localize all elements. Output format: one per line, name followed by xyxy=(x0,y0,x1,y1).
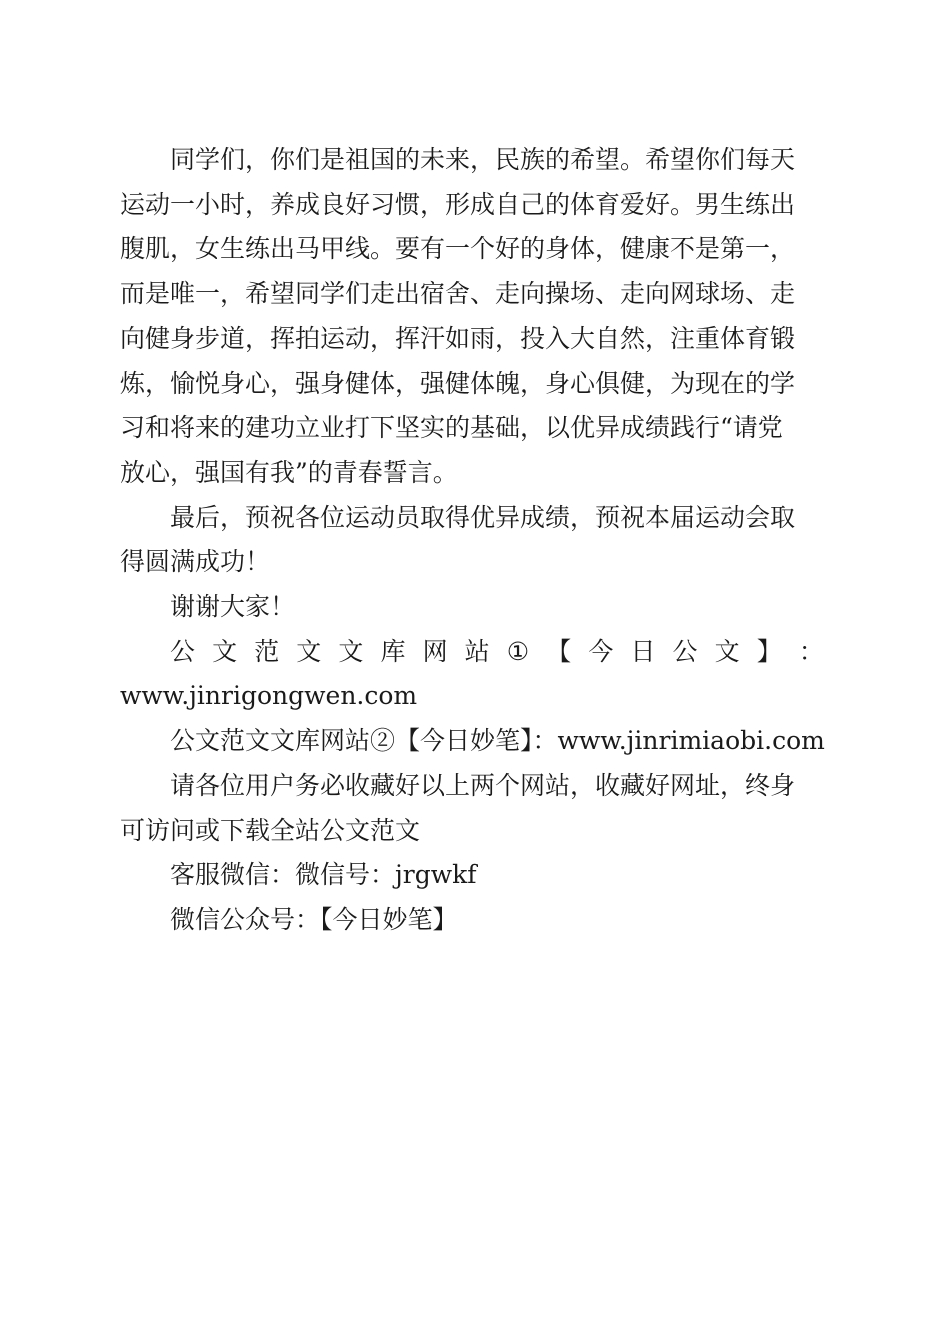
text-line: 习和将来的建功立业打下坚实的基础，以优异成绩践行“请党 xyxy=(120,413,783,443)
site1-label xyxy=(120,630,824,675)
text-line: 得圆满成功！ xyxy=(120,547,271,577)
text-line: 请各位用户务必收藏好以上两个网站，收藏好网址，终身 xyxy=(170,770,796,800)
footer-official-account xyxy=(120,898,824,943)
text-line: 而是唯一，希望同学们走出宿舍、走向操场、走向网球场、走 xyxy=(120,279,796,309)
site1-char: 库 xyxy=(380,636,406,666)
footer-service-wechat xyxy=(120,853,824,898)
text-line: 运动一小时，养成良好习惯，形成自己的体育爱好。男生练出 xyxy=(120,189,796,219)
paragraph-thanks xyxy=(120,585,824,630)
site1-char: 公 xyxy=(672,636,698,666)
site2-line[interactable]: 公文范文文库网站②【今日妙笔】：www.jinrimiaobi.com xyxy=(170,726,825,756)
site1-char: 【 xyxy=(546,636,572,666)
official-account-line: 微信公众号：【今日妙笔】 xyxy=(170,904,458,934)
text-line: 最后，预祝各位运动员取得优异成绩，预祝本届运动会取 xyxy=(170,502,796,532)
paragraph-students xyxy=(120,138,824,496)
document-body xyxy=(120,138,824,943)
site1-char: 网 xyxy=(422,636,448,666)
site1-char: 站 xyxy=(464,636,490,666)
site1-char: 文 xyxy=(212,636,238,666)
service-wechat-line: 客服微信：微信号：jrgwkf xyxy=(170,860,477,890)
site1-char: 文 xyxy=(338,636,364,666)
footer-site2 xyxy=(120,719,824,764)
site1-char: 今 xyxy=(588,636,614,666)
site1-char: 文 xyxy=(714,636,740,666)
site1-char: 日 xyxy=(630,636,656,666)
text-line: 可访问或下载全站公文范文 xyxy=(120,815,421,845)
site1-char: 范 xyxy=(254,636,280,666)
text-line: 向健身步道，挥拍运动，挥汗如雨，投入大自然，注重体育锻 xyxy=(120,323,796,353)
text-line: 腹肌，女生练出马甲线。要有一个好的身体，健康不是第一， xyxy=(120,234,796,264)
footer-site1 xyxy=(120,630,824,719)
site1-char: 文 xyxy=(296,636,322,666)
paragraph-wishes xyxy=(120,496,824,585)
text-line: 放心，强国有我”的青春誓言。 xyxy=(120,457,458,487)
footer-notice xyxy=(120,764,824,853)
text-line: 炼，愉悦身心，强身健体，强健体魄，身心俱健，为现在的学 xyxy=(120,368,796,398)
site1-url[interactable]: www.jinrigongwen.com xyxy=(120,681,418,711)
text-line: 同学们，你们是祖国的未来，民族的希望。希望你们每天 xyxy=(170,145,796,174)
site1-char: 】 xyxy=(756,636,782,666)
site1-char: ① xyxy=(506,636,530,666)
text-line: 谢谢大家！ xyxy=(170,592,296,622)
site1-char: 公 xyxy=(170,636,196,666)
site1-char: ： xyxy=(798,636,824,666)
